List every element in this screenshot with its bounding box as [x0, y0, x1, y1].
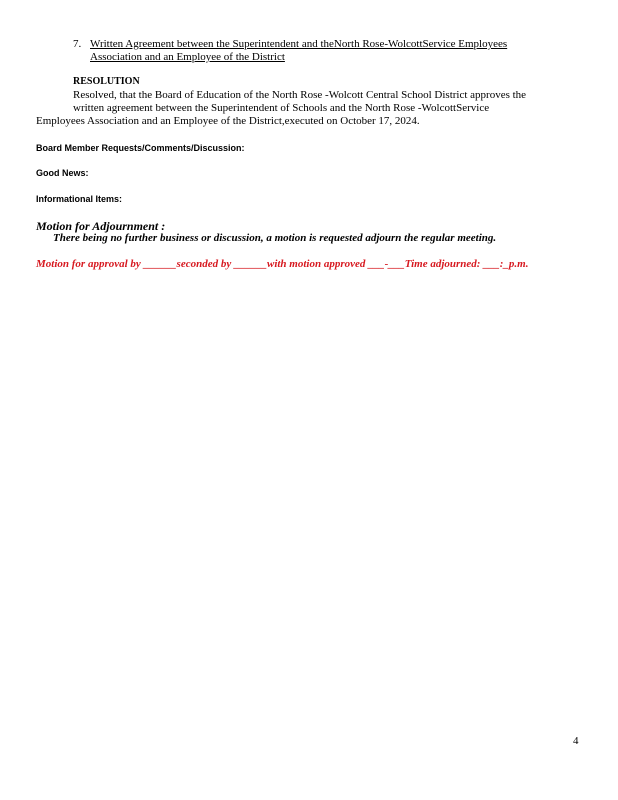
item-title-line1: Written Agreement between the Superintendent and theNorth Rose-WolcottService Employees: [90, 38, 508, 50]
good-news-heading: Good News:: [36, 168, 89, 178]
informational-items-heading: Informational Items:: [36, 194, 123, 204]
item-number: 7.: [73, 38, 82, 50]
item-title-line2: Association and an Employee of the District: [90, 51, 285, 63]
resolution-line3: Employees Association and an Employee of the District,executed on October 17, 2024.: [36, 115, 420, 127]
page-number: 4: [573, 735, 579, 747]
approval-line: Motion for approval by ______seconded by ______with motion approved ___-___Time adjourned: ___:_p.m.: [36, 258, 529, 270]
resolution-heading: RESOLUTION: [73, 76, 140, 87]
resolution-line1: Resolved, that the Board of Education of the North Rose -Wolcott Central School District approves the: [73, 89, 527, 101]
adjournment-heading: Motion for Adjournment :: [36, 219, 166, 233]
resolution-line2: written agreement between the Superintendent of Schools and the North Rose -WolcottService: [73, 102, 490, 114]
item-title: [90, 38, 507, 64]
board-member-heading: Board Member Requests/Comments/Discussion:: [36, 143, 245, 153]
adjournment-text: There being no further business or discussion, a motion is requested adjourn the regular meeting.: [53, 232, 497, 244]
